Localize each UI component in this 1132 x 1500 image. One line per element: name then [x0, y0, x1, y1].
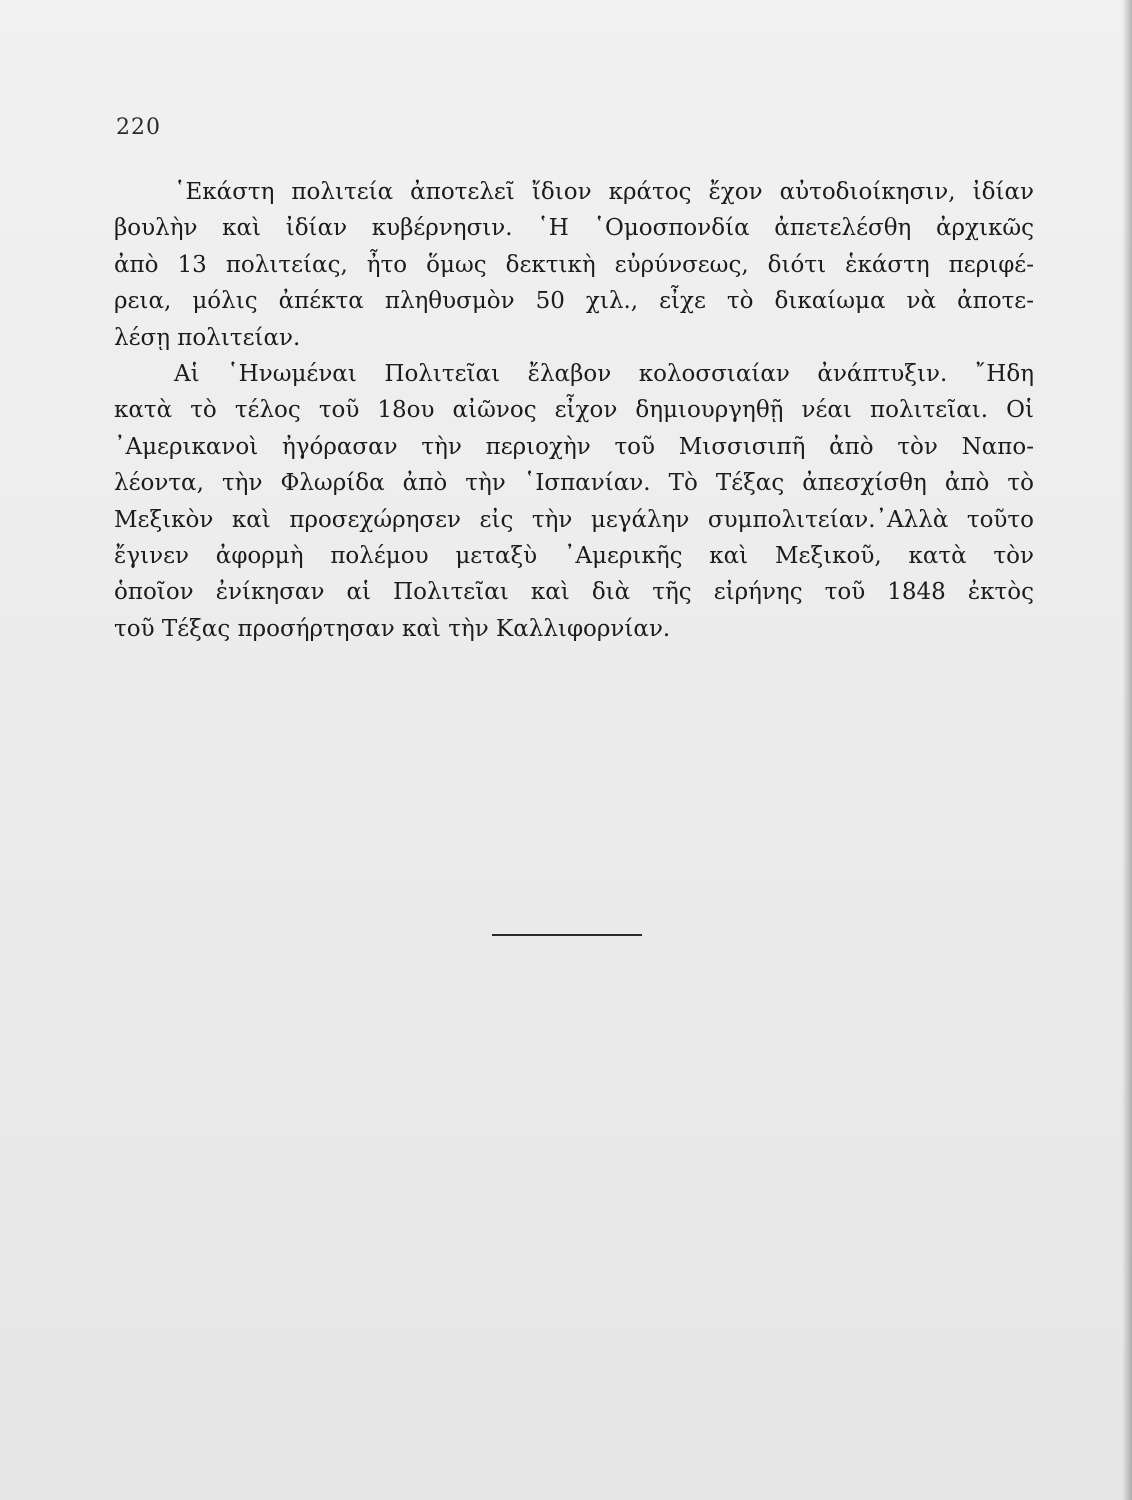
section-end-rule — [492, 934, 642, 936]
text-line: Μεξικὸν καὶ προσεχώρησεν εἰς τὴν μεγάλην συμπολιτείαν.᾿Αλλὰ τοῦτο — [114, 506, 1034, 533]
text-line: ἀπὸ 13 πολιτείας, ἦτο ὅμως δεκτικὴ εὐρύνσεως, διότι ἑκάστη περιφέ- — [114, 251, 1034, 278]
text-line: ρεια, μόλις ἀπέκτα πληθυσμὸν 50 χιλ., εἶχε τὸ δικαίωμα νὰ ἀποτε- — [114, 288, 1034, 315]
text-line: κατὰ τὸ τέλος τοῦ 18ου αἰῶνος εἶχον δημιουργηθῇ νέαι πολιτεῖαι. Οἱ — [114, 397, 1034, 424]
text-line: βουλὴν καὶ ἰδίαν κυβέρνησιν. ῾Η ῾Ομοσπονδία ἀπετελέσθη ἀρχικῶς — [114, 215, 1034, 242]
text-line: Αἱ ῾Ηνωμέναι Πολιτεῖαι ἔλαβον κολοσσιαίαν ἀνάπτυξιν. ῎Ηδη — [174, 360, 1034, 387]
page-number: 220 — [116, 115, 161, 140]
text-line: ᾿Αμερικανοὶ ἠγόρασαν τὴν περιοχὴν τοῦ Μισσισιπῆ ἀπὸ τὸν Ναπο- — [114, 433, 1034, 460]
text-line: ὁποῖον ἐνίκησαν αἱ Πολιτεῖαι καὶ διὰ τῆς εἰρήνης τοῦ 1848 ἐκτὸς — [114, 579, 1034, 606]
text-line: τοῦ Τέξας προσήρτησαν καὶ τὴν Καλλιφορνίαν. — [114, 615, 671, 642]
page-edge-shadow — [1122, 0, 1132, 1500]
text-line: ῾Εκάστη πολιτεία ἀποτελεῖ ἴδιον κράτος ἔχον αὐτοδιοίκησιν, ἰδίαν — [174, 179, 1034, 205]
body-text — [114, 174, 1034, 647]
paragraph-autonomy — [114, 174, 1034, 356]
text-line: ἔγινεν ἀφορμὴ πολέμου μεταξὺ ᾿Αμερικῆς καὶ Μεξικοῦ, κατὰ τὸν — [114, 542, 1034, 569]
text-line: λέοντα, τὴν Φλωρίδα ἀπὸ τὴν ῾Ισπανίαν. Τὸ Τέξας ἀπεσχίσθη ἀπὸ τὸ — [114, 470, 1034, 497]
text-line: λέσῃ πολιτείαν. — [114, 324, 301, 351]
paragraph-expansion — [114, 356, 1034, 647]
